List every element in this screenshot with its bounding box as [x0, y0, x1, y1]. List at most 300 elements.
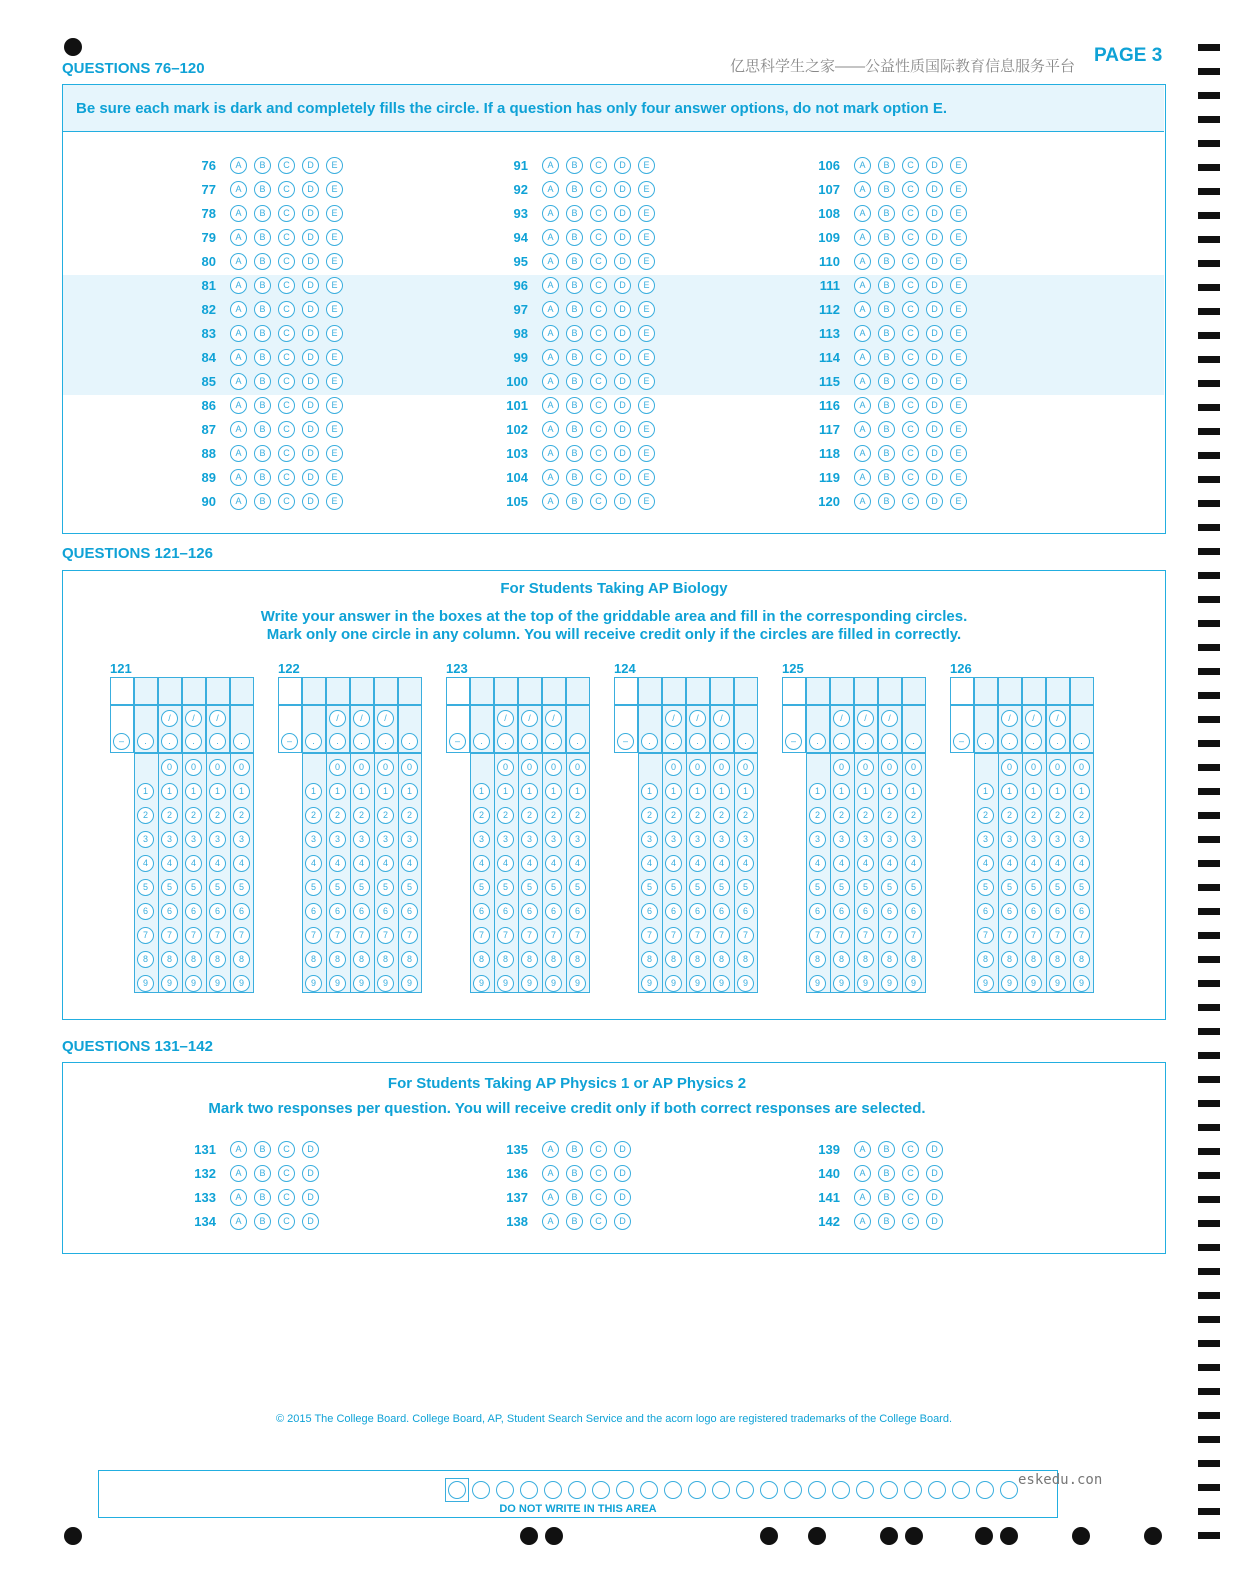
answer-bubble-b[interactable]: B — [254, 1165, 271, 1182]
answer-bubble-c[interactable]: C — [278, 1165, 295, 1182]
digit-bubble[interactable]: 7 — [377, 927, 394, 944]
digit-bubble[interactable]: 4 — [689, 855, 706, 872]
fraction-bubble[interactable]: / — [713, 710, 730, 727]
digit-bubble[interactable]: 1 — [665, 783, 682, 800]
digit-bubble[interactable]: 0 — [881, 759, 898, 776]
answer-bubble-a[interactable]: A — [542, 421, 559, 438]
answer-bubble-b[interactable]: B — [566, 301, 583, 318]
digit-bubble[interactable]: 3 — [1001, 831, 1018, 848]
digit-bubble[interactable]: 3 — [665, 831, 682, 848]
decimal-bubble[interactable]: . — [377, 733, 394, 750]
answer-bubble-a[interactable]: A — [230, 445, 247, 462]
answer-bubble-e[interactable]: E — [638, 253, 655, 270]
answer-bubble-d[interactable]: D — [302, 1213, 319, 1230]
answer-bubble-b[interactable]: B — [878, 253, 895, 270]
answer-bubble-d[interactable]: D — [302, 373, 319, 390]
answer-bubble-c[interactable]: C — [902, 1189, 919, 1206]
digit-bubble[interactable]: 7 — [353, 927, 370, 944]
answer-bubble-e[interactable]: E — [326, 493, 343, 510]
digit-bubble[interactable]: 7 — [833, 927, 850, 944]
answer-bubble-c[interactable]: C — [902, 397, 919, 414]
digit-bubble[interactable]: 4 — [809, 855, 826, 872]
digit-bubble[interactable]: 0 — [329, 759, 346, 776]
answer-bubble-d[interactable]: D — [302, 205, 319, 222]
digit-bubble[interactable]: 8 — [857, 951, 874, 968]
answer-bubble-e[interactable]: E — [326, 229, 343, 246]
digit-bubble[interactable]: 0 — [353, 759, 370, 776]
answer-bubble-a[interactable]: A — [542, 397, 559, 414]
answer-bubble-a[interactable]: A — [230, 325, 247, 342]
digit-bubble[interactable]: 1 — [209, 783, 226, 800]
digit-bubble[interactable]: 7 — [521, 927, 538, 944]
answer-bubble-a[interactable]: A — [230, 1165, 247, 1182]
digit-bubble[interactable]: 7 — [977, 927, 994, 944]
answer-bubble-d[interactable]: D — [926, 1141, 943, 1158]
digit-bubble[interactable]: 2 — [161, 807, 178, 824]
digit-bubble[interactable]: 0 — [209, 759, 226, 776]
fraction-bubble[interactable]: / — [497, 710, 514, 727]
answer-bubble-d[interactable]: D — [926, 157, 943, 174]
digit-bubble[interactable]: 1 — [185, 783, 202, 800]
answer-bubble-a[interactable]: A — [854, 205, 871, 222]
answer-bubble-a[interactable]: A — [854, 1213, 871, 1230]
answer-bubble-c[interactable]: C — [902, 469, 919, 486]
digit-bubble[interactable]: 4 — [1025, 855, 1042, 872]
answer-bubble-b[interactable]: B — [878, 205, 895, 222]
decimal-bubble[interactable]: . — [209, 733, 226, 750]
digit-bubble[interactable]: 4 — [545, 855, 562, 872]
digit-bubble[interactable]: 9 — [137, 975, 154, 992]
digit-bubble[interactable]: 0 — [497, 759, 514, 776]
digit-bubble[interactable]: 6 — [665, 903, 682, 920]
answer-bubble-d[interactable]: D — [926, 1165, 943, 1182]
digit-bubble[interactable]: 2 — [833, 807, 850, 824]
digit-bubble[interactable]: 5 — [1049, 879, 1066, 896]
digit-bubble[interactable]: 4 — [233, 855, 250, 872]
digit-bubble[interactable]: 7 — [809, 927, 826, 944]
digit-bubble[interactable]: 6 — [161, 903, 178, 920]
answer-bubble-e[interactable]: E — [326, 301, 343, 318]
digit-bubble[interactable]: 2 — [689, 807, 706, 824]
digit-bubble[interactable]: 6 — [497, 903, 514, 920]
digit-bubble[interactable]: 8 — [545, 951, 562, 968]
answer-bubble-c[interactable]: C — [902, 277, 919, 294]
answer-bubble-c[interactable]: C — [278, 325, 295, 342]
answer-bubble-b[interactable]: B — [254, 1141, 271, 1158]
digit-bubble[interactable]: 7 — [233, 927, 250, 944]
digit-bubble[interactable]: 1 — [137, 783, 154, 800]
digit-bubble[interactable]: 7 — [905, 927, 922, 944]
answer-bubble-b[interactable]: B — [566, 469, 583, 486]
answer-bubble-b[interactable]: B — [878, 493, 895, 510]
digit-bubble[interactable]: 0 — [737, 759, 754, 776]
answer-bubble-c[interactable]: C — [278, 229, 295, 246]
answer-bubble-c[interactable]: C — [590, 229, 607, 246]
answer-bubble-e[interactable]: E — [326, 469, 343, 486]
answer-bubble-c[interactable]: C — [278, 1213, 295, 1230]
digit-bubble[interactable]: 7 — [401, 927, 418, 944]
digit-bubble[interactable]: 1 — [1049, 783, 1066, 800]
answer-bubble-d[interactable]: D — [302, 1189, 319, 1206]
answer-bubble-c[interactable]: C — [590, 373, 607, 390]
answer-bubble-b[interactable]: B — [254, 1213, 271, 1230]
digit-bubble[interactable]: 4 — [401, 855, 418, 872]
answer-bubble-b[interactable]: B — [254, 469, 271, 486]
answer-bubble-e[interactable]: E — [326, 277, 343, 294]
answer-bubble-a[interactable]: A — [542, 349, 559, 366]
digit-bubble[interactable]: 2 — [401, 807, 418, 824]
answer-bubble-c[interactable]: C — [590, 349, 607, 366]
fraction-bubble[interactable]: / — [665, 710, 682, 727]
answer-bubble-a[interactable]: A — [230, 1213, 247, 1230]
answer-box[interactable] — [638, 677, 662, 705]
answer-box[interactable] — [302, 677, 326, 705]
digit-bubble[interactable]: 1 — [569, 783, 586, 800]
answer-bubble-a[interactable]: A — [230, 349, 247, 366]
answer-bubble-c[interactable]: C — [590, 157, 607, 174]
digit-bubble[interactable]: 9 — [329, 975, 346, 992]
answer-bubble-b[interactable]: B — [254, 1189, 271, 1206]
digit-bubble[interactable]: 9 — [1049, 975, 1066, 992]
digit-bubble[interactable]: 7 — [305, 927, 322, 944]
digit-bubble[interactable]: 1 — [401, 783, 418, 800]
digit-bubble[interactable]: 5 — [401, 879, 418, 896]
digit-bubble[interactable]: 9 — [905, 975, 922, 992]
digit-bubble[interactable]: 8 — [977, 951, 994, 968]
digit-bubble[interactable]: 8 — [161, 951, 178, 968]
minus-bubble[interactable]: – — [281, 733, 298, 750]
digit-bubble[interactable]: 8 — [665, 951, 682, 968]
answer-box[interactable] — [950, 677, 974, 705]
answer-bubble-b[interactable]: B — [566, 493, 583, 510]
answer-bubble-d[interactable]: D — [302, 325, 319, 342]
digit-bubble[interactable]: 0 — [233, 759, 250, 776]
answer-bubble-e[interactable]: E — [638, 325, 655, 342]
answer-bubble-c[interactable]: C — [278, 277, 295, 294]
digit-bubble[interactable]: 3 — [353, 831, 370, 848]
digit-bubble[interactable]: 4 — [857, 855, 874, 872]
digit-bubble[interactable]: 6 — [185, 903, 202, 920]
decimal-bubble[interactable]: . — [305, 733, 322, 750]
answer-bubble-b[interactable]: B — [566, 253, 583, 270]
answer-bubble-d[interactable]: D — [302, 253, 319, 270]
answer-bubble-b[interactable]: B — [566, 181, 583, 198]
digit-bubble[interactable]: 1 — [833, 783, 850, 800]
answer-bubble-d[interactable]: D — [614, 349, 631, 366]
digit-bubble[interactable]: 6 — [473, 903, 490, 920]
answer-bubble-e[interactable]: E — [638, 181, 655, 198]
answer-box[interactable] — [518, 677, 542, 705]
answer-bubble-e[interactable]: E — [950, 493, 967, 510]
answer-bubble-b[interactable]: B — [254, 181, 271, 198]
digit-bubble[interactable]: 8 — [1001, 951, 1018, 968]
digit-bubble[interactable]: 0 — [377, 759, 394, 776]
answer-bubble-b[interactable]: B — [566, 445, 583, 462]
digit-bubble[interactable]: 6 — [353, 903, 370, 920]
answer-bubble-d[interactable]: D — [302, 229, 319, 246]
digit-bubble[interactable]: 1 — [1001, 783, 1018, 800]
answer-box[interactable] — [782, 677, 806, 705]
digit-bubble[interactable]: 2 — [377, 807, 394, 824]
answer-bubble-e[interactable]: E — [326, 349, 343, 366]
answer-bubble-a[interactable]: A — [542, 1189, 559, 1206]
digit-bubble[interactable]: 9 — [209, 975, 226, 992]
fraction-bubble[interactable]: / — [209, 710, 226, 727]
digit-bubble[interactable]: 6 — [233, 903, 250, 920]
digit-bubble[interactable]: 3 — [473, 831, 490, 848]
digit-bubble[interactable]: 8 — [833, 951, 850, 968]
digit-bubble[interactable]: 9 — [713, 975, 730, 992]
answer-bubble-e[interactable]: E — [950, 373, 967, 390]
digit-bubble[interactable]: 8 — [737, 951, 754, 968]
digit-bubble[interactable]: 2 — [329, 807, 346, 824]
answer-bubble-c[interactable]: C — [590, 1213, 607, 1230]
digit-bubble[interactable]: 3 — [161, 831, 178, 848]
answer-box[interactable] — [686, 677, 710, 705]
digit-bubble[interactable]: 8 — [809, 951, 826, 968]
digit-bubble[interactable]: 0 — [857, 759, 874, 776]
answer-bubble-c[interactable]: C — [902, 373, 919, 390]
answer-bubble-c[interactable]: C — [278, 349, 295, 366]
decimal-bubble[interactable]: . — [473, 733, 490, 750]
fraction-bubble[interactable]: / — [1049, 710, 1066, 727]
answer-bubble-d[interactable]: D — [614, 301, 631, 318]
answer-bubble-c[interactable]: C — [590, 325, 607, 342]
answer-bubble-e[interactable]: E — [950, 445, 967, 462]
answer-bubble-c[interactable]: C — [278, 181, 295, 198]
digit-bubble[interactable]: 5 — [377, 879, 394, 896]
digit-bubble[interactable]: 9 — [377, 975, 394, 992]
answer-bubble-a[interactable]: A — [854, 1141, 871, 1158]
digit-bubble[interactable]: 6 — [521, 903, 538, 920]
digit-bubble[interactable]: 5 — [161, 879, 178, 896]
answer-bubble-d[interactable]: D — [614, 205, 631, 222]
answer-bubble-a[interactable]: A — [230, 157, 247, 174]
digit-bubble[interactable]: 3 — [833, 831, 850, 848]
answer-bubble-b[interactable]: B — [254, 301, 271, 318]
answer-bubble-c[interactable]: C — [278, 253, 295, 270]
answer-bubble-b[interactable]: B — [566, 1213, 583, 1230]
digit-bubble[interactable]: 3 — [401, 831, 418, 848]
digit-bubble[interactable]: 5 — [881, 879, 898, 896]
answer-bubble-a[interactable]: A — [854, 157, 871, 174]
answer-box[interactable] — [710, 677, 734, 705]
digit-bubble[interactable]: 8 — [185, 951, 202, 968]
digit-bubble[interactable]: 9 — [641, 975, 658, 992]
minus-bubble[interactable]: – — [113, 733, 130, 750]
answer-bubble-c[interactable]: C — [278, 1141, 295, 1158]
digit-bubble[interactable]: 2 — [1073, 807, 1090, 824]
digit-bubble[interactable]: 4 — [353, 855, 370, 872]
answer-bubble-a[interactable]: A — [542, 205, 559, 222]
answer-bubble-a[interactable]: A — [542, 325, 559, 342]
answer-box[interactable] — [830, 677, 854, 705]
digit-bubble[interactable]: 6 — [329, 903, 346, 920]
answer-bubble-b[interactable]: B — [878, 469, 895, 486]
answer-bubble-a[interactable]: A — [542, 253, 559, 270]
answer-bubble-e[interactable]: E — [950, 301, 967, 318]
decimal-bubble[interactable]: . — [641, 733, 658, 750]
digit-bubble[interactable]: 7 — [137, 927, 154, 944]
digit-bubble[interactable]: 4 — [329, 855, 346, 872]
answer-box[interactable] — [134, 677, 158, 705]
fraction-bubble[interactable]: / — [329, 710, 346, 727]
digit-bubble[interactable]: 4 — [833, 855, 850, 872]
answer-bubble-b[interactable]: B — [566, 349, 583, 366]
answer-bubble-c[interactable]: C — [278, 205, 295, 222]
digit-bubble[interactable]: 0 — [545, 759, 562, 776]
digit-bubble[interactable]: 5 — [569, 879, 586, 896]
digit-bubble[interactable]: 1 — [497, 783, 514, 800]
answer-bubble-a[interactable]: A — [230, 1189, 247, 1206]
digit-bubble[interactable]: 3 — [977, 831, 994, 848]
decimal-bubble[interactable]: . — [833, 733, 850, 750]
digit-bubble[interactable]: 4 — [713, 855, 730, 872]
digit-bubble[interactable]: 4 — [1001, 855, 1018, 872]
answer-bubble-d[interactable]: D — [926, 493, 943, 510]
answer-bubble-c[interactable]: C — [278, 397, 295, 414]
answer-bubble-d[interactable]: D — [926, 205, 943, 222]
digit-bubble[interactable]: 2 — [473, 807, 490, 824]
answer-bubble-a[interactable]: A — [542, 1141, 559, 1158]
digit-bubble[interactable]: 5 — [209, 879, 226, 896]
answer-bubble-c[interactable]: C — [902, 253, 919, 270]
answer-bubble-c[interactable]: C — [278, 1189, 295, 1206]
answer-bubble-e[interactable]: E — [326, 325, 343, 342]
answer-bubble-d[interactable]: D — [614, 253, 631, 270]
answer-bubble-c[interactable]: C — [902, 493, 919, 510]
answer-box[interactable] — [614, 677, 638, 705]
answer-bubble-d[interactable]: D — [302, 445, 319, 462]
answer-box[interactable] — [998, 677, 1022, 705]
decimal-bubble[interactable]: . — [689, 733, 706, 750]
digit-bubble[interactable]: 2 — [641, 807, 658, 824]
answer-bubble-d[interactable]: D — [302, 277, 319, 294]
digit-bubble[interactable]: 9 — [353, 975, 370, 992]
decimal-bubble[interactable]: . — [713, 733, 730, 750]
digit-bubble[interactable]: 8 — [497, 951, 514, 968]
digit-bubble[interactable]: 6 — [809, 903, 826, 920]
digit-bubble[interactable]: 0 — [689, 759, 706, 776]
answer-bubble-a[interactable]: A — [854, 229, 871, 246]
answer-bubble-c[interactable]: C — [590, 181, 607, 198]
digit-bubble[interactable]: 5 — [185, 879, 202, 896]
answer-bubble-d[interactable]: D — [926, 229, 943, 246]
answer-bubble-e[interactable]: E — [326, 205, 343, 222]
answer-bubble-e[interactable]: E — [950, 205, 967, 222]
answer-bubble-d[interactable]: D — [614, 1165, 631, 1182]
answer-bubble-b[interactable]: B — [566, 1165, 583, 1182]
digit-bubble[interactable]: 2 — [1001, 807, 1018, 824]
minus-bubble[interactable]: – — [953, 733, 970, 750]
answer-bubble-e[interactable]: E — [638, 157, 655, 174]
digit-bubble[interactable]: 3 — [137, 831, 154, 848]
answer-bubble-b[interactable]: B — [878, 325, 895, 342]
decimal-bubble[interactable]: . — [857, 733, 874, 750]
answer-bubble-d[interactable]: D — [926, 397, 943, 414]
answer-bubble-d[interactable]: D — [302, 181, 319, 198]
answer-bubble-b[interactable]: B — [878, 157, 895, 174]
answer-bubble-d[interactable]: D — [614, 157, 631, 174]
digit-bubble[interactable]: 6 — [689, 903, 706, 920]
answer-bubble-a[interactable]: A — [542, 277, 559, 294]
digit-bubble[interactable]: 3 — [233, 831, 250, 848]
answer-bubble-b[interactable]: B — [254, 157, 271, 174]
answer-bubble-b[interactable]: B — [254, 277, 271, 294]
digit-bubble[interactable]: 9 — [473, 975, 490, 992]
digit-bubble[interactable]: 2 — [737, 807, 754, 824]
answer-box[interactable] — [494, 677, 518, 705]
answer-bubble-b[interactable]: B — [254, 373, 271, 390]
digit-bubble[interactable]: 1 — [1073, 783, 1090, 800]
answer-bubble-b[interactable]: B — [254, 325, 271, 342]
answer-bubble-a[interactable]: A — [854, 445, 871, 462]
decimal-bubble[interactable]: . — [1073, 733, 1090, 750]
decimal-bubble[interactable]: . — [1049, 733, 1066, 750]
answer-bubble-e[interactable]: E — [950, 277, 967, 294]
answer-bubble-e[interactable]: E — [950, 421, 967, 438]
answer-bubble-d[interactable]: D — [302, 493, 319, 510]
answer-bubble-e[interactable]: E — [638, 229, 655, 246]
digit-bubble[interactable]: 1 — [353, 783, 370, 800]
digit-bubble[interactable]: 9 — [161, 975, 178, 992]
digit-bubble[interactable]: 4 — [137, 855, 154, 872]
answer-bubble-b[interactable]: B — [878, 181, 895, 198]
answer-box[interactable] — [566, 677, 590, 705]
answer-bubble-a[interactable]: A — [230, 493, 247, 510]
answer-bubble-a[interactable]: A — [230, 205, 247, 222]
digit-bubble[interactable]: 6 — [1049, 903, 1066, 920]
answer-bubble-c[interactable]: C — [278, 469, 295, 486]
digit-bubble[interactable]: 9 — [833, 975, 850, 992]
fraction-bubble[interactable]: / — [185, 710, 202, 727]
digit-bubble[interactable]: 4 — [1049, 855, 1066, 872]
digit-bubble[interactable]: 8 — [1049, 951, 1066, 968]
answer-bubble-a[interactable]: A — [230, 421, 247, 438]
answer-bubble-c[interactable]: C — [278, 493, 295, 510]
digit-bubble[interactable]: 2 — [209, 807, 226, 824]
digit-bubble[interactable]: 7 — [641, 927, 658, 944]
answer-bubble-b[interactable]: B — [878, 1189, 895, 1206]
answer-box[interactable] — [398, 677, 422, 705]
digit-bubble[interactable]: 1 — [905, 783, 922, 800]
digit-bubble[interactable]: 9 — [569, 975, 586, 992]
digit-bubble[interactable]: 2 — [521, 807, 538, 824]
answer-bubble-c[interactable]: C — [590, 1165, 607, 1182]
digit-bubble[interactable]: 2 — [569, 807, 586, 824]
fraction-bubble[interactable]: / — [161, 710, 178, 727]
digit-bubble[interactable]: 6 — [857, 903, 874, 920]
answer-bubble-d[interactable]: D — [926, 373, 943, 390]
digit-bubble[interactable]: 7 — [473, 927, 490, 944]
answer-bubble-b[interactable]: B — [566, 373, 583, 390]
answer-bubble-b[interactable]: B — [566, 157, 583, 174]
digit-bubble[interactable]: 4 — [641, 855, 658, 872]
digit-bubble[interactable]: 5 — [857, 879, 874, 896]
decimal-bubble[interactable]: . — [809, 733, 826, 750]
digit-bubble[interactable]: 6 — [137, 903, 154, 920]
answer-bubble-d[interactable]: D — [926, 277, 943, 294]
digit-bubble[interactable]: 3 — [881, 831, 898, 848]
digit-bubble[interactable]: 1 — [521, 783, 538, 800]
answer-bubble-e[interactable]: E — [950, 181, 967, 198]
answer-bubble-e[interactable]: E — [950, 253, 967, 270]
decimal-bubble[interactable]: . — [977, 733, 994, 750]
digit-bubble[interactable]: 2 — [809, 807, 826, 824]
digit-bubble[interactable]: 2 — [713, 807, 730, 824]
digit-bubble[interactable]: 2 — [137, 807, 154, 824]
answer-bubble-d[interactable]: D — [614, 325, 631, 342]
